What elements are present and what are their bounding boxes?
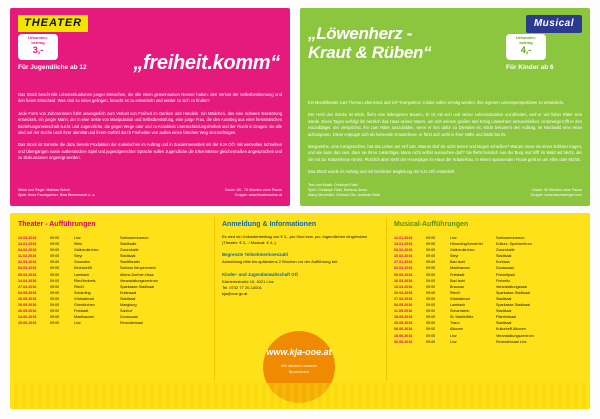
musical-logo: Musical bbox=[526, 15, 582, 33]
schedule-time: 09:00 bbox=[426, 248, 436, 253]
schedule-time: 09:00 bbox=[50, 284, 60, 289]
schedule-date: 15.06.2016 bbox=[394, 333, 413, 338]
schedule-date: 04.05.2016 bbox=[394, 303, 413, 308]
schedule-city: Vöcklabruck bbox=[450, 296, 471, 301]
musical-title-line1: „Löwenherz - bbox=[308, 24, 413, 43]
credit-left: Spiel: Christoph Rabl, Marlena Jenko bbox=[308, 188, 368, 192]
email-link[interactable]: kja@ooe.gv.at bbox=[222, 291, 248, 297]
schedule-city: Freistadt bbox=[450, 272, 465, 277]
schedule-city: Gallneukirchen bbox=[450, 248, 475, 253]
schedule-city: Traun bbox=[450, 321, 460, 326]
schedule-date: 27.04.2016 bbox=[394, 296, 413, 301]
schedule-city: Freistadt bbox=[74, 309, 89, 314]
schedule-date: 04.02.2016 bbox=[18, 248, 37, 253]
theater-paragraph: Das Stück ist Sammle die dazu bereits Produktion der malerischen im Auftrag und in Zusammenarbeit mit der KJA OÖ. Mit wertvollen Schreiben und Übergängen sowie authentischen Spiel und jugendgerechter Sprache sollen Jugendliche die Erkenntnisse gleichermaßen angesprochen und zu Diskussionen angeregt werden. bbox=[18, 142, 282, 161]
schedule-date: 09.03.2016 bbox=[394, 272, 413, 277]
schedule-city: Bad Ischl bbox=[450, 278, 466, 283]
schedule-place: Donausaal bbox=[496, 266, 514, 271]
credit-left: Stück und Regie: Mathias Schuh bbox=[18, 188, 71, 192]
schedule-date: 02.03.2016 bbox=[394, 266, 413, 271]
theater-price-badge bbox=[18, 34, 58, 60]
schedule-time: 09:00 bbox=[426, 236, 436, 240]
schedule-date: 19.05.2016 bbox=[18, 303, 37, 308]
schedule-city: Kirchdorf/K. bbox=[74, 266, 94, 271]
schedule-place: Schloss Neupernstein bbox=[120, 266, 156, 271]
credit-right: Dauer: 80 - 70 Minuten ohne Pause bbox=[225, 188, 282, 192]
schedule-date: 13.04.2016 bbox=[394, 284, 413, 289]
schedule-date: 30.06.2016 bbox=[394, 339, 413, 344]
website-blob[interactable] bbox=[263, 331, 335, 403]
schedule-time: 09:00 bbox=[50, 248, 60, 253]
credit-left: Spiel: Anna Paumgartner, Bina Blumenoroh u. a. bbox=[18, 193, 96, 197]
schedule-place: Stadtsaal bbox=[120, 296, 136, 301]
schedule-place: Stadtsaal bbox=[496, 309, 512, 314]
musical-price-badge bbox=[506, 34, 546, 60]
schedule-time: 09:00 bbox=[426, 339, 436, 344]
registration-sub-heading: Begrenzte Teilnehmerinnenzahl bbox=[222, 252, 288, 258]
schedule-date: 03.02.2016 bbox=[394, 248, 413, 253]
schedule-date: 13.01.2016 bbox=[394, 242, 413, 247]
badge-amount: 4,- bbox=[520, 45, 532, 56]
schedule-date: 04.05.2016 bbox=[18, 290, 37, 295]
schedule-place: Stadthalle bbox=[120, 242, 137, 247]
musical-paragraph: Ein Musiktheater zum Thema Lebensmut und Ich*-Kompetenz: Kinder sollen ernstig werden, ihre eigenen Lebensperspektiven zu entwickeln. bbox=[308, 100, 565, 105]
schedule-date: 26.05.2016 bbox=[18, 309, 37, 314]
organisation-name: Kinder- und Jugendanwaltschaft OÖ bbox=[222, 271, 299, 277]
schedule-time: 09:00 bbox=[50, 315, 60, 320]
theater-panel bbox=[10, 8, 290, 206]
schedule-city: Alkoven bbox=[450, 327, 464, 332]
schedule-city: Lambach bbox=[450, 303, 466, 308]
schedule-place: Veranstaltungssaal bbox=[496, 284, 528, 289]
schedule-date: 11.05.2016 bbox=[394, 309, 413, 314]
schedule-place: Kulturtreff Alkoven bbox=[496, 327, 526, 332]
schedule-place: Veranstaltungszentrum bbox=[120, 278, 158, 283]
badge-line1: Urkunden- bbox=[516, 35, 536, 40]
schedule-place: Stadtsaal bbox=[496, 321, 512, 326]
schedule-time: 09:00 bbox=[426, 254, 436, 259]
schedule-city: Linz bbox=[74, 321, 81, 326]
schedule-city: Ried/I. bbox=[74, 284, 85, 289]
registration-text: Es wird ein Unkostenbeitrag von € 3,- pro Kind bzw. pro Jugendlichen eingehoben (Theater: € 3,- / Musical: € 4,-). bbox=[222, 234, 368, 246]
schedule-place: Pfarrhofsaal bbox=[496, 315, 516, 320]
schedule-time: 09:00 bbox=[50, 236, 60, 240]
schedule-city: Ried/Innkreis bbox=[74, 278, 96, 283]
schedule-section bbox=[10, 213, 590, 409]
schedule-city: Mauthausen bbox=[74, 315, 95, 320]
schedule-place: Kulturz. Sportzentrum bbox=[496, 242, 532, 247]
schedule-time: 09:00 bbox=[426, 260, 436, 265]
badge-line2: beitrag bbox=[519, 39, 533, 45]
theater-title: „freiheit.komm“ bbox=[133, 52, 280, 74]
schedule-city: Schärding bbox=[74, 290, 91, 295]
schedule-time: 09:00 bbox=[426, 278, 436, 283]
schedule-date: 05.04.2016 bbox=[18, 272, 37, 277]
schedule-place: Stadtsaal bbox=[496, 296, 512, 301]
schedule-place: Redoutensaal bbox=[120, 321, 143, 326]
schedule-date: 14.01.2016 bbox=[18, 242, 37, 247]
schedule-time: 09:00 bbox=[50, 290, 60, 295]
schedule-time: 09:00 bbox=[50, 272, 60, 277]
schedule-time: 09:00 bbox=[426, 303, 436, 308]
schedule-time: 09:00 bbox=[426, 272, 436, 277]
schedule-time: 09:00 bbox=[50, 309, 60, 314]
schedule-place: Donausaal bbox=[120, 315, 138, 320]
badge-line2: beitrag bbox=[31, 39, 45, 45]
theater-body bbox=[18, 92, 282, 168]
schedule-date: 08.06.2016 bbox=[394, 327, 413, 332]
schedule-place: Sparkasse-Stadtsaal bbox=[496, 303, 531, 308]
schedule-place: Stadttheater bbox=[120, 260, 141, 265]
schedule-city: Vöcklabruck bbox=[74, 296, 95, 301]
musical-credits bbox=[308, 183, 582, 198]
schedule-place: Salzhof bbox=[120, 309, 133, 314]
schedule-city: Linz bbox=[450, 333, 457, 338]
schedule-time: 09:00 bbox=[426, 242, 436, 247]
schedule-time: 09:00 bbox=[50, 260, 60, 265]
schedule-city: Lambach bbox=[74, 272, 90, 277]
schedule-city: Scharnstein bbox=[450, 309, 470, 314]
schedule-city: Mauthausen bbox=[450, 266, 471, 271]
credit-right: Gruppe: www.theaterachse.at bbox=[234, 193, 282, 197]
schedule-time: 09:00 bbox=[426, 266, 436, 271]
schedule-place: Freizeitz. bbox=[496, 278, 511, 283]
schedule-date: 10.05.2016 bbox=[18, 296, 37, 301]
schedule-date: 03.03.2016 bbox=[18, 266, 37, 271]
schedule-date: 18.05.2016 bbox=[394, 315, 413, 320]
schedule-date: 10.02.2016 bbox=[394, 254, 413, 259]
schedule-time: 09:00 bbox=[426, 315, 436, 320]
schedule-city: Braunau bbox=[450, 284, 464, 289]
badge-amount: 3,- bbox=[32, 45, 44, 56]
musical-panel bbox=[300, 8, 590, 206]
schedule-row bbox=[394, 339, 562, 345]
credit-left: Stacy Neumüller, Gerhard Ötz, Andreas Seidl bbox=[308, 193, 381, 197]
divider bbox=[214, 217, 215, 381]
schedule-time: 09:00 bbox=[50, 296, 60, 301]
schedule-city: Gmunden bbox=[74, 260, 91, 265]
schedule-place: Alfons-Dorfner-Haus bbox=[120, 272, 154, 277]
musical-schedule bbox=[394, 235, 562, 345]
credit-right: Gruppe: www.traumtaenger.com bbox=[530, 193, 582, 197]
schedule-time: 09:00 bbox=[50, 278, 60, 283]
address-line: Kärntnerstraße 10, 4021 Linz bbox=[222, 278, 274, 284]
schedule-date: 27.04.2016 bbox=[18, 284, 37, 289]
schedule-city: Linz bbox=[74, 236, 81, 240]
schedule-date: 14.04.2016 bbox=[18, 278, 37, 283]
theater-schedule bbox=[18, 235, 186, 326]
theater-paragraph: Das Stück beschreibt Lebenssituationen junger Menschen, die alle einen gemeinsamen Nenner haben: den Verlust der Selbstbestimmung und den freien Entscheid. Was sind so einen gelingen, braucht es zu entwickeln und wieder zu sich zu finden? bbox=[18, 92, 282, 104]
schedule-city: Steyr bbox=[74, 254, 83, 259]
schedule-date: 22.03.2016 bbox=[18, 260, 37, 265]
schedule-place: Kurhaus bbox=[496, 260, 510, 265]
musical-title-line2: Kraut & Rüben“ bbox=[308, 43, 432, 62]
registration-info bbox=[222, 221, 382, 303]
schedule-date: 16.03.2016 bbox=[394, 278, 413, 283]
theater-logo: THEATER bbox=[18, 15, 88, 32]
schedule-city: Linz bbox=[450, 339, 457, 344]
schedule-time: 09:00 bbox=[426, 321, 436, 326]
musical-paragraph: Der Held des Stücks ist Micht, flieht eine leibeigenen Bauern, Er ist mit sich und seiner Lebenssituation unzufrieden, weil er viel lieber Ritter sein würde. Eines Tages verfolgt ihn herzlich das Haus seines Vaters, um sich seinem großen Idol König Löwenherz anzuschließen. Unterwegs trifft er den Hounddäger, der versprichst, ihn zum Ritter auszubilden, wenn er ihm dafür zu Diensten ist, Micht bekommt den Auftrag, im Nordwald eine Hexe aufzuspüren. Diese entpuppt sich als liebevolle Kräuterhexe, er führt sich wohl in ihrer Nähe und bleibt bei ihr. bbox=[308, 112, 582, 137]
schedule-time: 09:00 bbox=[426, 284, 436, 289]
schedule-place: Sparkasse-Stadtsaal bbox=[120, 284, 155, 289]
schedule-date: 25.05.2016 bbox=[394, 321, 413, 326]
phone-line: Tel. 0732 77 20-14001 bbox=[222, 284, 262, 290]
schedule-city: Hörsching/Innviertel bbox=[450, 242, 483, 247]
credit-right: Dauer: 90 Minuten ohne Pause bbox=[532, 188, 582, 192]
schedule-time: 09:00 bbox=[50, 321, 60, 326]
schedule-time: 09:00 bbox=[426, 290, 436, 295]
schedule-time: 09:00 bbox=[50, 254, 60, 259]
schedule-place: Stadtsaal bbox=[496, 254, 512, 259]
schedule-date: 11.02.2016 bbox=[18, 254, 37, 259]
musical-body bbox=[308, 100, 582, 182]
schedule-time: 09:00 bbox=[426, 296, 436, 301]
schedule-city: Linz bbox=[450, 236, 457, 240]
schedule-city: Grieskirchen bbox=[74, 303, 95, 308]
schedule-date: 14.06.2016 bbox=[18, 315, 37, 320]
schedule-time: 09:00 bbox=[426, 327, 436, 332]
schedule-place: Freizeitpark bbox=[496, 272, 516, 277]
schedule-date: 20.04.2016 bbox=[394, 290, 413, 295]
organisation-address bbox=[222, 279, 382, 298]
schedule-city: Bad Ischl bbox=[450, 260, 466, 265]
schedule-place: Kubinsaal bbox=[120, 290, 137, 295]
registration-heading: Anmeldung & Informationen bbox=[222, 221, 317, 228]
registration-text2: Anmeldung bitte bis spätestens 2 Wochen vor der Aufführung bei: bbox=[222, 259, 339, 265]
schedule-date: 29.06.2016 bbox=[18, 321, 37, 326]
schedule-date: 27.01.2016 bbox=[394, 260, 413, 265]
divider bbox=[386, 217, 387, 381]
schedule-row bbox=[18, 320, 186, 326]
schedule-time: 09:00 bbox=[50, 303, 60, 308]
schedule-city: St. Martin/Mkr. bbox=[450, 315, 474, 320]
credit-left: Text und Musik: Christoph Rabl bbox=[308, 183, 358, 187]
schedule-place: Schlosermuseum bbox=[496, 236, 525, 240]
musical-age-line: Für Kinder ab 6 bbox=[506, 64, 554, 71]
theater-paragraph: Jede Form von Zuhörerinnen führt unweigerlich zum Verlust von Freiheit im Denken und Handeln. Ein Mädchen, das eine schwere Essstörung entwickelt, ein junger Mann, der in eine Sekte von Manipulation und Selbstbestrafung, eine junge Frau, die den Ausstieg aus einer feministischen Beziehungsmeinschaft sucht: und Jugendliche, die gegen Wege oder und zu Krankheit Unentscheidungsfreiheit und der Flucht in Drogen: sie alle sind auf der Suche nach ihrer Identität und ihrem Gefühl durch Freiheiten von außen einen falschen Weg einzuschlagen. bbox=[18, 110, 282, 136]
theater-age-line: Für Jugendliche ab 12 bbox=[18, 64, 87, 71]
musical-schedule-heading: Musical-Aufführungen bbox=[394, 221, 469, 228]
schedule-place: Veranstaltungszentrum bbox=[496, 333, 534, 338]
schedule-place: Stadtsaal bbox=[120, 254, 136, 259]
badge-line1: Urkunden- bbox=[28, 35, 48, 40]
musical-title bbox=[308, 24, 498, 62]
schedule-place: Schlosermuseum bbox=[120, 236, 149, 240]
musical-paragraph: Margarethe, eine Königstochter, hat das Leben am Hof satt. Warum darf sie nicht lernen und Bogen schießen? Warum muss sie einen Schleier tragen, und wie kann das sein, dass sie ihren zukünftigen Mann nicht selbst aussuchen darf? Sie flieht heimlich aus der Burg und trifft im Wald auf Micht, der sie mit zur Kräuterhexe nimmt. Plötzlich aber steht der Hexenjäger im Haus der Kräuterhau. In einem spannenden Finale geht es um Alles oder Nichts. bbox=[308, 144, 582, 162]
schedule-time: 09:00 bbox=[426, 333, 436, 338]
website-url[interactable]: www.kja-ooe.at bbox=[266, 347, 332, 357]
schedule-place: Gusenhalle bbox=[120, 248, 139, 253]
schedule-date: 13.03.2016 bbox=[18, 236, 37, 240]
schedule-place: Gusenhalle bbox=[496, 248, 515, 253]
schedule-city: Steyr bbox=[450, 254, 459, 259]
schedule-city: Wels bbox=[74, 242, 83, 247]
schedule-date: 12.01.2016 bbox=[394, 236, 413, 240]
sponsor-note: Wir danken unseren Sponsoren! bbox=[281, 363, 317, 374]
schedule-time: 09:00 bbox=[50, 242, 60, 247]
schedule-time: 09:00 bbox=[50, 266, 60, 271]
schedule-city: Ried/I. bbox=[450, 290, 461, 295]
schedule-place: Mangburg bbox=[120, 303, 137, 308]
schedule-time: 09:00 bbox=[426, 309, 436, 314]
theater-schedule-heading: Theater - Aufführungen bbox=[18, 221, 96, 228]
theater-credits bbox=[18, 188, 282, 198]
musical-paragraph: Das Stück wurde im Auftrag und mit fachlicher Begleitung der KJA OÖ entwickelt. bbox=[308, 169, 456, 175]
schedule-place: Sparkasse-Stadtsaal bbox=[496, 290, 531, 295]
schedule-place: Redoutensaal Linz bbox=[496, 339, 527, 344]
schedule-city: Gallneukirchen bbox=[74, 248, 99, 253]
